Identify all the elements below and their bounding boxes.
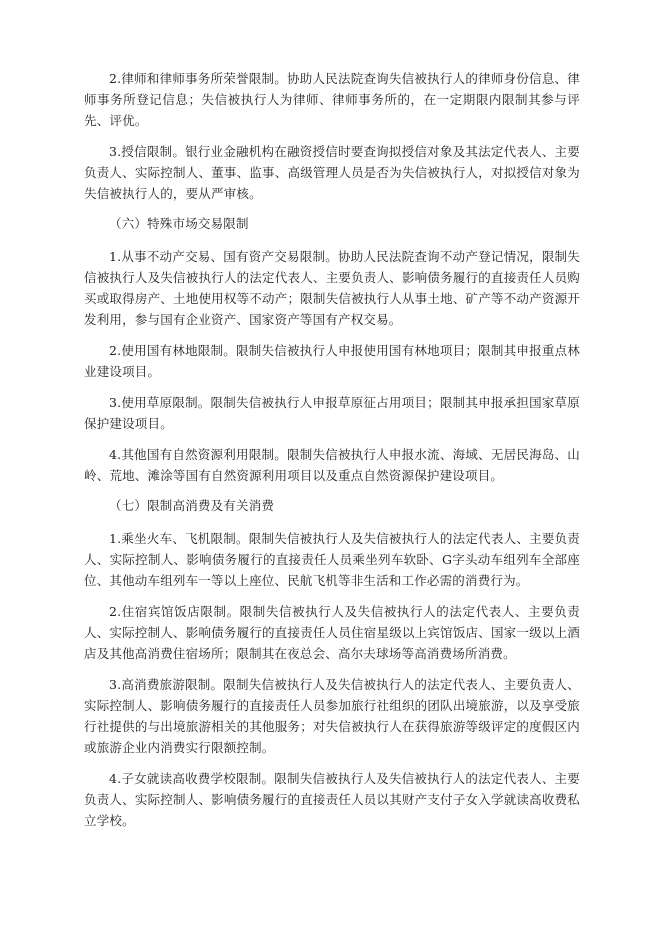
paragraph-school-restriction: 4.子女就读高收费学校限制。限制失信被执行人及失信被执行人的法定代表人、主要负责人、实际控制人、影响债务履行的直接责任人员以其财产支付子女入学就读高收费私立学校。 (84, 771, 580, 828)
paragraph-lawyer-honor-restriction: 2.律师和律师事务所荣誉限制。协助人民法院查询失信被执行人的律师身份信息、律师事务所登记信息；失信被执行人为律师、律师事务所的，在一定期限内限制其参与评先、评优。 (84, 71, 580, 128)
paragraph-forest-land-restriction: 2.使用国有林地限制。限制失信被执行人申报使用国有林地项目；限制其申报重点林业建设项目。 (84, 343, 580, 379)
section-heading-special-market: （六）特殊市场交易限制 (109, 216, 249, 231)
document-body (84, 68, 580, 841)
paragraph-hotel-restriction: 2.住宿宾馆饭店限制。限制失信被执行人及失信被执行人的法定代表人、主要负责人、实际控制人、影响债务履行的直接责任人员住宿星级以上宾馆饭店、国家一级以上酒店及其他高消费住宿场所；限制其在夜总会、高尔夫球场等高消费场所消费。 (84, 604, 580, 661)
paragraph-train-plane-restriction: 1.乘坐火车、飞机限制。限制失信被执行人及失信被执行人的法定代表人、主要负责人、实际控制人、影响债务履行的直接责任人员乘坐列车软卧、G字头动车组列车全部座位、其他动车组列车一等以上座位、民航飞机等非生活和工作必需的消费行为。 (84, 531, 580, 588)
paragraph-real-estate-restriction: 1.从事不动产交易、国有资产交易限制。协助人民法院查询不动产登记情况，限制失信被执行人及失信被执行人的法定代表人、主要负责人、影响债务履行的直接责任人员购买或取得房产、土地使用权等不动产；限制失信被执行人从事土地、矿产等不动产资源开发利用，参与国有企业资产、国家资产等国有产权交易。 (84, 249, 580, 327)
section-heading-high-consumption: （七）限制高消费及有关消费 (109, 498, 275, 513)
paragraph-grassland-restriction: 3.使用草原限制。限制失信被执行人申报草原征占用项目；限制其申报承担国家草原保护建设项目。 (84, 395, 580, 431)
paragraph-tourism-restriction: 3.高消费旅游限制。限制失信被执行人及失信被执行人的法定代表人、主要负责人、实际控制人、影响债务履行的直接责任人员参加旅行社组织的团队出境旅游，以及享受旅行社提供的与出境旅游相关的其他服务；对失信被执行人在获得旅游等级评定的度假区内或旅游企业内消费实行限额控制。 (84, 677, 580, 755)
paragraph-credit-restriction: 3.授信限制。银行业金融机构在融资授信时要查询拟授信对象及其法定代表人、主要负责人、实际控制人、董事、监事、高级管理人员是否为失信被执行人，对拟授信对象为失信被执行人的，要从严审核。 (84, 144, 580, 201)
paragraph-natural-resources-restriction: 4.其他国有自然资源利用限制。限制失信被执行人申报水流、海域、无居民海岛、山岭、荒地、滩涂等国有自然资源利用项目以及重点自然资源保护建设项目。 (84, 447, 580, 483)
